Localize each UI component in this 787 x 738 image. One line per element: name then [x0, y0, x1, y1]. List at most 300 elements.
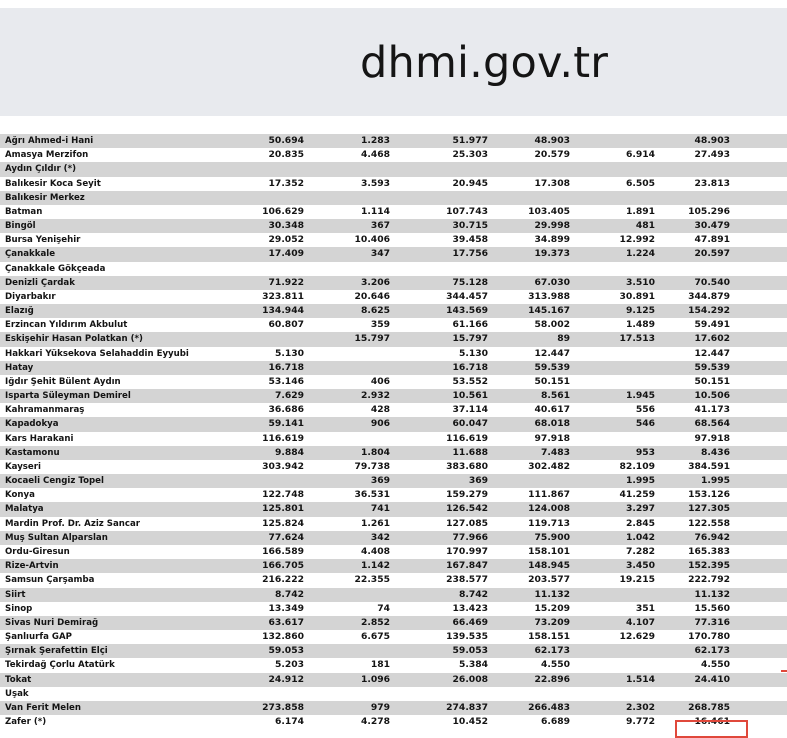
value-cell: 77.624 [268, 531, 304, 543]
value-cell: 1.995 [625, 475, 655, 487]
value-cell: 10.406 [354, 234, 390, 246]
value-cell: 143.569 [446, 305, 488, 317]
value-cell: 25.303 [452, 149, 488, 161]
value-cell: 12.629 [619, 631, 655, 643]
table-row [0, 616, 787, 630]
value-cell: 79.738 [354, 460, 390, 472]
value-cell: 53.552 [452, 375, 488, 387]
value-cell: 132.860 [262, 631, 304, 643]
airport-name: Zafer (*) [5, 717, 47, 728]
value-cell: 22.896 [534, 673, 570, 685]
value-cell: 15.797 [452, 333, 488, 345]
value-cell: 13.349 [268, 602, 304, 614]
table-row [0, 304, 787, 318]
value-cell: 1.489 [625, 319, 655, 331]
airport-name: Kocaeli Cengiz Topel [5, 476, 104, 487]
value-cell: 4.278 [360, 716, 390, 728]
value-cell: 2.302 [625, 701, 655, 713]
airport-name: Iğdır Şehit Bülent Aydın [5, 376, 121, 387]
value-cell: 6.675 [360, 631, 390, 643]
value-cell: 15.560 [694, 602, 730, 614]
table-row [0, 531, 787, 545]
value-cell: 27.493 [694, 149, 730, 161]
value-cell: 4.408 [360, 545, 390, 557]
value-cell: 5.384 [458, 659, 488, 671]
table-row [0, 276, 787, 290]
airport-name: Uşak [5, 688, 29, 699]
value-cell: 273.858 [262, 701, 304, 713]
airport-name: Amasya Merzifon [5, 150, 89, 161]
airport-name: Eskişehir Hasan Polatkan (*) [5, 334, 143, 345]
value-cell: 50.151 [694, 375, 730, 387]
value-cell: 369 [370, 475, 390, 487]
airport-name: Çanakkale Gökçeada [5, 263, 106, 274]
value-cell: 7.483 [540, 446, 570, 458]
airport-name: Kars Harakani [5, 433, 74, 444]
table-row [0, 687, 787, 701]
value-cell: 351 [635, 602, 655, 614]
value-cell: 4.107 [625, 616, 655, 628]
value-cell: 34.899 [534, 234, 570, 246]
airport-name: Malatya [5, 504, 44, 515]
value-cell: 89 [557, 333, 570, 345]
value-cell: 979 [370, 701, 390, 713]
value-cell: 953 [635, 446, 655, 458]
value-cell: 53.146 [268, 375, 304, 387]
value-cell: 1.283 [360, 135, 390, 146]
value-cell: 97.918 [534, 432, 570, 444]
table-row [0, 559, 787, 573]
value-cell: 39.458 [452, 234, 488, 246]
table-row [0, 573, 787, 587]
value-cell: 74 [377, 602, 390, 614]
value-cell: 181 [370, 659, 390, 671]
table-row [0, 517, 787, 531]
value-cell: 19.373 [534, 248, 570, 260]
airport-name: Mardin Prof. Dr. Aziz Sancar [5, 518, 140, 529]
airport-name: Diyarbakır [5, 291, 56, 302]
table-row [0, 290, 787, 304]
value-cell: 3.593 [360, 177, 390, 189]
value-cell: 29.998 [534, 220, 570, 232]
statistics-table [0, 135, 787, 736]
value-cell: 50.694 [268, 135, 304, 146]
airport-name: Hakkari Yüksekova Selahaddin Eyyubi [5, 348, 189, 359]
value-cell: 2.845 [625, 517, 655, 529]
value-cell: 48.903 [534, 135, 570, 146]
value-cell: 75.128 [452, 276, 488, 288]
table-row [0, 545, 787, 559]
value-cell: 359 [370, 319, 390, 331]
value-cell: 66.469 [452, 616, 488, 628]
value-cell: 10.561 [452, 390, 488, 402]
value-cell: 167.847 [446, 560, 488, 572]
airport-name: Samsun Çarşamba [5, 575, 95, 586]
value-cell: 3.297 [625, 503, 655, 515]
value-cell: 68.564 [694, 418, 730, 430]
value-cell: 153.126 [688, 489, 730, 501]
value-cell: 59.141 [268, 418, 304, 430]
value-cell: 1.114 [360, 205, 390, 217]
table-row [0, 177, 787, 191]
value-cell: 367 [370, 220, 390, 232]
value-cell: 1.096 [360, 673, 390, 685]
edge-annotation-mark [781, 670, 787, 672]
table-row [0, 389, 787, 403]
airport-name: Balıkesir Koca Seyit [5, 178, 101, 189]
value-cell: 238.577 [446, 574, 488, 586]
value-cell: 15.209 [534, 602, 570, 614]
value-cell: 347 [370, 248, 390, 260]
airport-name: Tekirdağ Çorlu Atatürk [5, 660, 115, 671]
value-cell: 5.130 [274, 347, 304, 359]
table-row [0, 460, 787, 474]
value-cell: 29.052 [268, 234, 304, 246]
value-cell: 5.203 [274, 659, 304, 671]
table-row [0, 502, 787, 516]
airport-name: Ağrı Ahmed-i Hani [5, 136, 94, 146]
value-cell: 41.259 [619, 489, 655, 501]
table-row [0, 630, 787, 644]
table-row [0, 361, 787, 375]
value-cell: 68.018 [534, 418, 570, 430]
value-cell: 63.617 [268, 616, 304, 628]
value-cell: 62.173 [534, 645, 570, 657]
airport-name: Şanlıurfa GAP [5, 632, 72, 643]
value-cell: 274.837 [446, 701, 488, 713]
value-cell: 24.912 [268, 673, 304, 685]
value-cell: 30.479 [694, 220, 730, 232]
value-cell: 3.450 [625, 560, 655, 572]
value-cell: 127.305 [688, 503, 730, 515]
value-cell: 8.625 [360, 305, 390, 317]
value-cell: 481 [635, 220, 655, 232]
airport-name: Muş Sultan Alparslan [5, 532, 108, 543]
value-cell: 5.130 [458, 347, 488, 359]
value-cell: 1.891 [625, 205, 655, 217]
value-cell: 73.209 [534, 616, 570, 628]
airport-name: Kahramanmaraş [5, 405, 85, 416]
value-cell: 111.867 [528, 489, 570, 501]
value-cell: 22.355 [354, 574, 390, 586]
value-cell: 6.689 [540, 716, 570, 728]
table-row [0, 318, 787, 332]
airport-name: Bingöl [5, 221, 36, 232]
value-cell: 4.468 [360, 149, 390, 161]
airport-name: Van Ferit Melen [5, 702, 81, 713]
value-cell: 323.811 [262, 290, 304, 302]
airport-name: Kastamonu [5, 447, 60, 458]
value-cell: 1.945 [625, 390, 655, 402]
value-cell: 126.542 [446, 503, 488, 515]
table-row [0, 701, 787, 715]
airport-name: Çanakkale [5, 249, 56, 260]
value-cell: 342 [370, 531, 390, 543]
table-row [0, 191, 787, 205]
value-cell: 48.903 [694, 135, 730, 146]
value-cell: 159.279 [446, 489, 488, 501]
value-cell: 17.602 [694, 333, 730, 345]
value-cell: 62.173 [694, 645, 730, 657]
value-cell: 1.804 [360, 446, 390, 458]
airport-name: Siirt [5, 589, 26, 600]
value-cell: 203.577 [528, 574, 570, 586]
airport-name: Şırnak Şerafettin Elçi [5, 646, 108, 657]
value-cell: 116.619 [446, 432, 488, 444]
value-cell: 1.142 [360, 560, 390, 572]
table-row [0, 262, 787, 276]
airport-name: Kapadokya [5, 419, 59, 430]
table-row [0, 658, 787, 672]
value-cell: 384.591 [688, 460, 730, 472]
value-cell: 105.296 [688, 205, 730, 217]
value-cell: 59.053 [452, 645, 488, 657]
value-cell: 16.718 [268, 361, 304, 373]
value-cell: 166.705 [262, 560, 304, 572]
value-cell: 17.308 [534, 177, 570, 189]
value-cell: 97.918 [694, 432, 730, 444]
table-row [0, 375, 787, 389]
header-banner [0, 8, 787, 116]
value-cell: 16.718 [452, 361, 488, 373]
value-cell: 59.539 [534, 361, 570, 373]
value-cell: 24.410 [694, 673, 730, 685]
value-cell: 216.222 [262, 574, 304, 586]
table-row [0, 347, 787, 361]
table-row [0, 488, 787, 502]
value-cell: 23.813 [694, 177, 730, 189]
airport-name: Isparta Süleyman Demirel [5, 391, 131, 402]
value-cell: 20.945 [452, 177, 488, 189]
table-row [0, 602, 787, 616]
value-cell: 124.008 [528, 503, 570, 515]
value-cell: 8.742 [458, 588, 488, 600]
table-row [0, 474, 787, 488]
airport-name: Elazığ [5, 306, 34, 317]
value-cell: 8.561 [540, 390, 570, 402]
value-cell: 1.261 [360, 517, 390, 529]
value-cell: 12.992 [619, 234, 655, 246]
value-cell: 313.988 [528, 290, 570, 302]
value-cell: 2.932 [360, 390, 390, 402]
value-cell: 6.505 [625, 177, 655, 189]
value-cell: 7.282 [625, 545, 655, 557]
value-cell: 61.166 [452, 319, 488, 331]
value-cell: 17.352 [268, 177, 304, 189]
value-cell: 77.316 [694, 616, 730, 628]
value-cell: 119.713 [528, 517, 570, 529]
airport-name: Aydın Çıldır (*) [5, 164, 77, 175]
value-cell: 344.879 [688, 290, 730, 302]
value-cell: 154.292 [688, 305, 730, 317]
value-cell: 3.510 [625, 276, 655, 288]
table-row [0, 644, 787, 658]
value-cell: 12.447 [694, 347, 730, 359]
value-cell: 76.942 [694, 531, 730, 543]
value-cell: 428 [370, 404, 390, 416]
airport-name: Tokat [5, 674, 32, 685]
value-cell: 6.914 [625, 149, 655, 161]
table-row [0, 432, 787, 446]
airport-name: Kayseri [5, 461, 41, 472]
value-cell: 556 [635, 404, 655, 416]
value-cell: 134.944 [262, 305, 304, 317]
value-cell: 4.550 [540, 659, 570, 671]
value-cell: 37.114 [452, 404, 488, 416]
value-cell: 116.619 [262, 432, 304, 444]
value-cell: 158.101 [528, 545, 570, 557]
table-row [0, 233, 787, 247]
table-row [0, 332, 787, 346]
value-cell: 30.715 [452, 220, 488, 232]
value-cell: 1.224 [625, 248, 655, 260]
table-row [0, 673, 787, 687]
value-cell: 4.550 [700, 659, 730, 671]
table-row [0, 247, 787, 261]
value-cell: 17.409 [268, 248, 304, 260]
airport-name: Erzincan Yıldırım Akbulut [5, 320, 128, 331]
highlight-annotation [675, 720, 748, 738]
airport-name: Balıkesir Merkez [5, 192, 85, 203]
value-cell: 59.491 [694, 319, 730, 331]
value-cell: 1.514 [625, 673, 655, 685]
value-cell: 741 [370, 503, 390, 515]
airport-name: Rize-Artvin [5, 561, 59, 572]
table-row [0, 148, 787, 162]
value-cell: 406 [370, 375, 390, 387]
value-cell: 3.206 [360, 276, 390, 288]
value-cell: 8.436 [700, 446, 730, 458]
value-cell: 1.042 [625, 531, 655, 543]
value-cell: 125.824 [262, 517, 304, 529]
value-cell: 6.174 [274, 716, 304, 728]
value-cell: 148.945 [528, 560, 570, 572]
table-row [0, 446, 787, 460]
value-cell: 58.002 [534, 319, 570, 331]
value-cell: 77.966 [452, 531, 488, 543]
value-cell: 106.629 [262, 205, 304, 217]
value-cell: 16.461 [694, 716, 730, 728]
value-cell: 17.756 [452, 248, 488, 260]
value-cell: 20.597 [694, 248, 730, 260]
value-cell: 369 [468, 475, 488, 487]
value-cell: 125.801 [262, 503, 304, 515]
airport-name: Sivas Nuri Demirağ [5, 617, 99, 628]
value-cell: 122.748 [262, 489, 304, 501]
value-cell: 103.405 [528, 205, 570, 217]
value-cell: 30.891 [619, 290, 655, 302]
value-cell: 10.452 [452, 716, 488, 728]
value-cell: 152.395 [688, 560, 730, 572]
value-cell: 2.852 [360, 616, 390, 628]
airport-name: Ordu-Giresun [5, 546, 70, 557]
value-cell: 9.772 [625, 716, 655, 728]
table-row [0, 715, 787, 729]
value-cell: 20.579 [534, 149, 570, 161]
value-cell: 19.215 [619, 574, 655, 586]
airport-name: Batman [5, 206, 43, 217]
value-cell: 139.535 [446, 631, 488, 643]
value-cell: 51.977 [452, 135, 488, 146]
value-cell: 1.995 [700, 475, 730, 487]
value-cell: 170.997 [446, 545, 488, 557]
value-cell: 165.383 [688, 545, 730, 557]
value-cell: 59.053 [268, 645, 304, 657]
value-cell: 17.513 [619, 333, 655, 345]
value-cell: 302.482 [528, 460, 570, 472]
table-row [0, 417, 787, 431]
value-cell: 166.589 [262, 545, 304, 557]
airport-name: Hatay [5, 362, 34, 373]
site-title: dhmi.gov.tr [360, 38, 609, 88]
value-cell: 11.132 [534, 588, 570, 600]
table-row [0, 162, 787, 176]
table-row [0, 134, 787, 148]
value-cell: 10.506 [694, 390, 730, 402]
value-cell: 20.646 [354, 290, 390, 302]
value-cell: 8.742 [274, 588, 304, 600]
value-cell: 40.617 [534, 404, 570, 416]
value-cell: 70.540 [694, 276, 730, 288]
value-cell: 30.348 [268, 220, 304, 232]
value-cell: 11.132 [694, 588, 730, 600]
value-cell: 15.797 [354, 333, 390, 345]
value-cell: 20.835 [268, 149, 304, 161]
value-cell: 41.173 [694, 404, 730, 416]
airport-name: Konya [5, 490, 35, 501]
value-cell: 268.785 [688, 701, 730, 713]
value-cell: 7.629 [274, 390, 304, 402]
value-cell: 59.539 [694, 361, 730, 373]
value-cell: 67.030 [534, 276, 570, 288]
value-cell: 303.942 [262, 460, 304, 472]
value-cell: 107.743 [446, 205, 488, 217]
value-cell: 266.483 [528, 701, 570, 713]
value-cell: 47.891 [694, 234, 730, 246]
value-cell: 344.457 [446, 290, 488, 302]
value-cell: 546 [635, 418, 655, 430]
value-cell: 26.008 [452, 673, 488, 685]
value-cell: 82.109 [619, 460, 655, 472]
table-row [0, 588, 787, 602]
table-row [0, 219, 787, 233]
value-cell: 36.531 [354, 489, 390, 501]
value-cell: 75.900 [534, 531, 570, 543]
value-cell: 906 [370, 418, 390, 430]
airport-name: Sinop [5, 603, 33, 614]
airport-name: Denizli Çardak [5, 277, 75, 288]
value-cell: 170.780 [688, 631, 730, 643]
value-cell: 50.151 [534, 375, 570, 387]
value-cell: 60.807 [268, 319, 304, 331]
value-cell: 145.167 [528, 305, 570, 317]
value-cell: 383.680 [446, 460, 488, 472]
value-cell: 11.688 [452, 446, 488, 458]
value-cell: 222.792 [688, 574, 730, 586]
value-cell: 13.423 [452, 602, 488, 614]
value-cell: 9.884 [274, 446, 304, 458]
airport-name: Bursa Yenişehir [5, 235, 81, 246]
value-cell: 60.047 [452, 418, 488, 430]
table-row [0, 403, 787, 417]
table-row [0, 205, 787, 219]
value-cell: 71.922 [268, 276, 304, 288]
value-cell: 127.085 [446, 517, 488, 529]
value-cell: 9.125 [625, 305, 655, 317]
value-cell: 158.151 [528, 631, 570, 643]
value-cell: 36.686 [268, 404, 304, 416]
value-cell: 12.447 [534, 347, 570, 359]
